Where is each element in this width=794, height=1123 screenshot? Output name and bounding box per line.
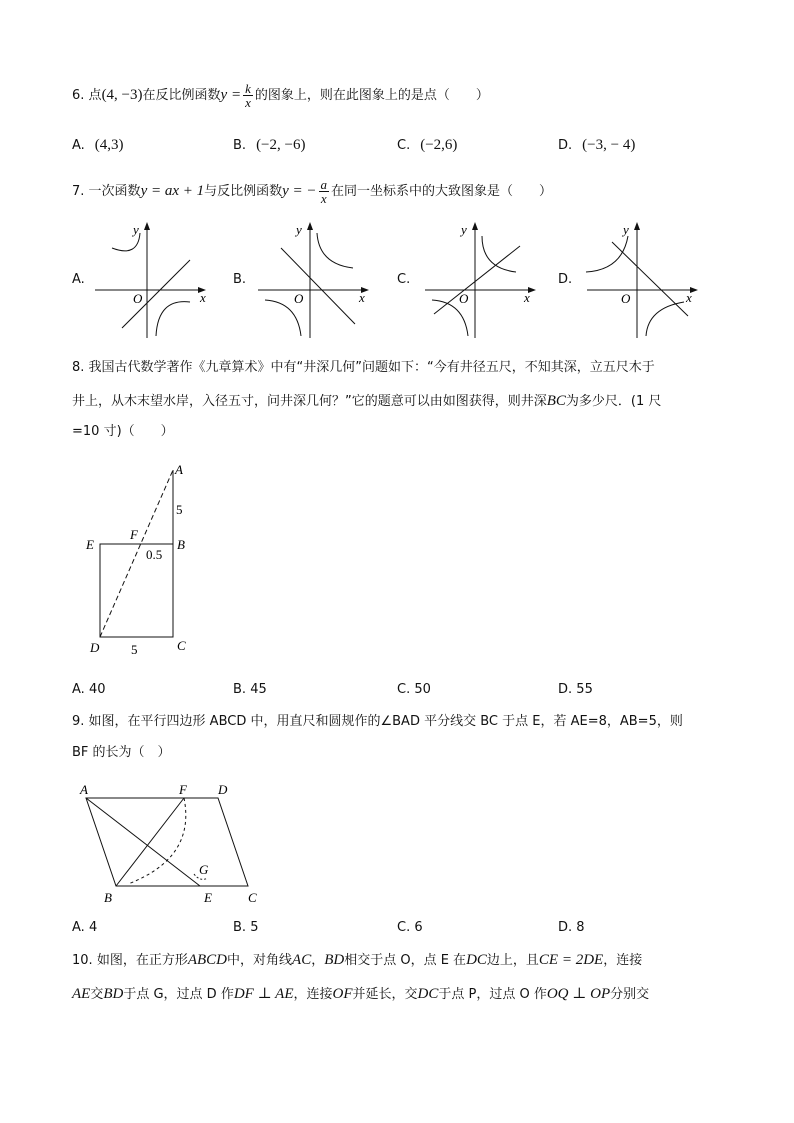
- q6-option-b[interactable]: B. (−2, −6): [233, 137, 306, 153]
- q6-fraction: $\frac{k}{x}$: [245, 81, 251, 110]
- q10-stem-line1: 10. 如图，在正方形ABCD中，对角线AC，BD相交于点 O，点 E 在DC边上，且CE = 2DE，连接: [72, 952, 643, 968]
- svg-text:y: y: [133, 222, 139, 237]
- q9-stem-line2: BF 的长为（ ）: [72, 745, 171, 760]
- q9-stem-line1: 9. 如图，在平行四边形 ABCD 中，用直尺和圆规作的∠BAD 平分线交 BC 于点 E，若 AE=8，AB=5，则: [72, 714, 683, 729]
- q7-graph-a: [90, 218, 210, 343]
- q9-figure: [78, 778, 268, 908]
- svg-text:C: C: [177, 638, 186, 653]
- q9-option-c[interactable]: C. 6: [397, 920, 423, 935]
- q7-graph-c: [420, 218, 540, 343]
- svg-text:0.5: 0.5: [146, 547, 163, 562]
- q8-figure: [78, 460, 208, 660]
- svg-text:F: F: [179, 782, 187, 797]
- q7-graph-b: [253, 218, 373, 343]
- svg-text:D: D: [90, 640, 100, 655]
- svg-text:O: O: [621, 291, 631, 306]
- svg-text:x: x: [524, 290, 530, 305]
- svg-text:A: A: [175, 462, 183, 477]
- q9-option-a[interactable]: A. 4: [72, 920, 98, 935]
- svg-text:O: O: [459, 291, 469, 306]
- q6-option-c[interactable]: C. (−2,6): [397, 137, 458, 153]
- q7-option-c[interactable]: C.: [397, 272, 411, 287]
- q9-option-b[interactable]: B. 5: [233, 920, 259, 935]
- q7-option-d[interactable]: D.: [558, 272, 573, 287]
- svg-text:E: E: [204, 890, 212, 905]
- q8-stem-line2: 井上，从木末望水岸，入径五寸，问井深几何？”它的题意可以由如图获得，则井深BC为多少尺．(1 尺: [72, 393, 662, 409]
- svg-text:y: y: [623, 222, 629, 237]
- svg-text:x: x: [200, 290, 206, 305]
- q8-option-c[interactable]: C. 50: [397, 682, 431, 697]
- q7-option-b[interactable]: B.: [233, 272, 247, 287]
- q8-stem-line3: =10 寸)（ ）: [72, 424, 174, 439]
- svg-text:y: y: [461, 222, 467, 237]
- svg-text:B: B: [104, 890, 112, 905]
- svg-text:O: O: [133, 291, 143, 306]
- svg-text:O: O: [294, 291, 304, 306]
- q7-option-a[interactable]: A.: [72, 272, 85, 287]
- svg-text:D: D: [218, 782, 228, 797]
- svg-text:A: A: [80, 782, 88, 797]
- svg-text:5: 5: [176, 502, 183, 517]
- svg-text:x: x: [686, 290, 692, 305]
- svg-text:B: B: [177, 537, 185, 552]
- q9-option-d[interactable]: D. 8: [558, 920, 585, 935]
- q6-option-d[interactable]: D. (−3, − 4): [558, 137, 636, 153]
- q8-option-d[interactable]: D. 55: [558, 682, 593, 697]
- q8-option-b[interactable]: B. 45: [233, 682, 267, 697]
- svg-text:5: 5: [131, 642, 138, 657]
- svg-text:C: C: [248, 890, 257, 905]
- q6-option-a[interactable]: A. (4,3): [72, 137, 124, 153]
- svg-text:y: y: [296, 222, 302, 237]
- svg-text:x: x: [359, 290, 365, 305]
- svg-text:G: G: [199, 862, 209, 877]
- q8-option-a[interactable]: A. 40: [72, 682, 106, 697]
- q10-stem-line2: AE交BD于点 G，过点 D 作DF ⊥ AE，连接OF并延长，交DC于点 P，过点 O 作OQ ⊥ OP分别交: [72, 986, 650, 1002]
- q6-stem: 6. 点(4, −3)在反比例函数y = $\frac{k}{x}$ 的图象上，则在此图象上的是点（ ）: [72, 81, 489, 110]
- svg-text:F: F: [130, 527, 138, 542]
- q7-stem: 7. 一次函数y = ax + 1与反比例函数y = − $\frac{a}{x}$ 在同一坐标系中的大致图象是（ ）: [72, 177, 553, 206]
- q7-fraction: $\frac{a}{x}$: [320, 177, 328, 206]
- q8-stem-line1: 8. 我国古代数学著作《九章算术》中有“井深几何”问题如下：“今有井径五尺，不知其深，立五尺木于: [72, 360, 655, 375]
- q7-graph-d: [582, 218, 702, 343]
- svg-text:E: E: [86, 537, 94, 552]
